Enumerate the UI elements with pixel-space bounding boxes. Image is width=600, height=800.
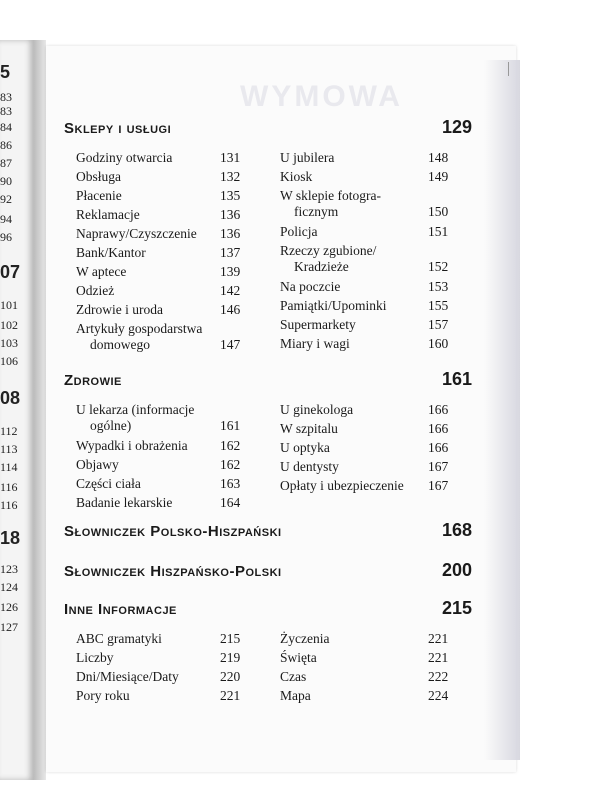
- toc-entry-label: Bank/Kantor: [76, 245, 146, 260]
- toc-entry-page: 132: [220, 169, 241, 184]
- toc-entry-page: 221: [428, 631, 449, 646]
- toc-entry-label: Liczby: [76, 650, 114, 665]
- toc-entry: [76, 245, 241, 261]
- section-heading: [64, 598, 484, 619]
- facing-page-number: 116: [0, 480, 18, 494]
- toc-entry-page: 164: [220, 495, 241, 510]
- toc-entry-page: 136: [220, 207, 241, 222]
- section-heading: [64, 369, 484, 390]
- toc-entry: [76, 650, 241, 666]
- page-mark: [508, 62, 509, 76]
- facing-page-number: 5: [0, 62, 11, 82]
- toc-entry: [280, 459, 449, 475]
- facing-page-number: 08: [0, 388, 21, 408]
- toc-entry-label: Opłaty i ubezpieczenie: [280, 478, 404, 493]
- facing-page-number: 92: [0, 192, 12, 206]
- toc-entry-page: 166: [428, 402, 449, 417]
- toc-entry-page: 224: [428, 688, 449, 703]
- toc-entry-page: 221: [220, 688, 241, 703]
- facing-page-number: 96: [0, 230, 12, 244]
- toc-entry-label: Życzenia: [280, 631, 330, 646]
- toc-entry-label: Objawy: [76, 457, 119, 472]
- facing-page-number: 94: [0, 212, 12, 226]
- toc-entry-page: 150: [428, 204, 449, 219]
- toc-entry-page: 157: [428, 317, 449, 332]
- toc-entry-page: 136: [220, 226, 241, 241]
- toc-entry-page: 221: [428, 650, 449, 665]
- toc-entry-label: Miary i wagi: [280, 336, 350, 351]
- toc-entry: [280, 631, 449, 647]
- toc-entry-label: U ginekologa: [280, 402, 354, 417]
- toc-entry-label: Rzeczy zgubione/: [280, 243, 377, 258]
- toc-entry: [280, 440, 449, 456]
- toc-entry: [76, 169, 241, 185]
- facing-page-number: 18: [0, 528, 21, 548]
- toc-entry-page: 149: [428, 169, 449, 184]
- toc-entry: [280, 298, 449, 314]
- toc-entry-page: 219: [220, 650, 241, 665]
- toc-entry-page: 135: [220, 188, 241, 203]
- toc-entry-label: Święta: [280, 650, 317, 665]
- toc-entry: [280, 224, 449, 240]
- facing-page-number: 07: [0, 262, 21, 282]
- section-title: Słowniczek Hiszpańsko-Polski: [64, 563, 282, 580]
- toc-entry-page: 167: [428, 459, 449, 474]
- toc-entry: [280, 650, 449, 666]
- facing-page-number: 114: [0, 460, 18, 474]
- facing-page-number: 83: [0, 104, 12, 118]
- toc-entry-page: 166: [428, 440, 449, 455]
- toc-entry-label-continued: ficznym: [294, 204, 339, 219]
- toc-entry: [76, 495, 241, 511]
- toc-entry: [280, 279, 449, 295]
- toc-entry-label-continued: Kradzieże: [294, 259, 349, 274]
- toc-entry-label: Zdrowie i uroda: [76, 302, 163, 317]
- toc-entry: [280, 317, 449, 333]
- facing-page-number: 124: [0, 580, 18, 594]
- toc-entry-page: 220: [220, 669, 241, 684]
- section-title: Inne Informacje: [64, 601, 177, 618]
- toc-entry-label: Dni/Miesiące/Daty: [76, 669, 179, 684]
- section-page-number: 168: [441, 520, 472, 540]
- toc-entry-label: Godziny otwarcia: [76, 150, 173, 165]
- toc-entry-page: 166: [428, 421, 449, 436]
- section-page-number: 129: [441, 117, 472, 137]
- section-heading: [64, 520, 484, 541]
- toc-entry-page: 139: [220, 264, 241, 279]
- toc-entry: [280, 336, 449, 352]
- toc-entry-label: Na poczcie: [280, 279, 341, 294]
- facing-page-number: 113: [0, 442, 18, 456]
- toc-entry-page: 131: [220, 150, 241, 165]
- section-title: Sklepy i usługi: [64, 120, 172, 137]
- toc-entry-label: Policja: [280, 224, 318, 239]
- toc-entry: [280, 688, 449, 704]
- toc-entry-page: 153: [428, 279, 449, 294]
- toc-entry: [280, 421, 449, 437]
- toc-entry: [280, 669, 449, 685]
- toc-entry: [280, 169, 449, 185]
- toc-entry-page: 151: [428, 224, 449, 239]
- toc-entry-page: 147: [220, 337, 241, 352]
- toc-entry: [280, 150, 449, 166]
- section-title: Zdrowie: [64, 372, 122, 389]
- toc-entry-page: 146: [220, 302, 241, 317]
- section-heading: [64, 560, 484, 581]
- toc-entry-label: Badanie lekarskie: [76, 495, 173, 510]
- toc-entry-page: 160: [428, 336, 449, 351]
- toc-entry-page: 137: [220, 245, 241, 260]
- toc-entry-label: Obsługa: [76, 169, 121, 184]
- toc-entry: [76, 283, 241, 299]
- toc-entry: [76, 302, 241, 318]
- toc-entry: [76, 321, 241, 353]
- toc-entry-label: Wypadki i obrażenia: [76, 438, 188, 453]
- left-page-edge: [0, 40, 34, 780]
- show-through-text: WYMOWA: [240, 80, 403, 113]
- toc-entry: [76, 188, 241, 204]
- toc-entry: [280, 188, 449, 220]
- toc-entry-page: 163: [220, 476, 241, 491]
- facing-page-number: 86: [0, 138, 12, 152]
- toc-entry-label: Odzież: [76, 283, 115, 298]
- toc-entry: [76, 457, 241, 473]
- toc-entry-label: Pory roku: [76, 688, 130, 703]
- toc-entry: [76, 669, 241, 685]
- toc-entry-label: Płacenie: [76, 188, 122, 203]
- facing-page-number: 101: [0, 298, 18, 312]
- facing-page-number: 90: [0, 174, 12, 188]
- toc-entry-label: W sklepie fotogra-: [280, 188, 381, 203]
- toc-entry-page: 222: [428, 669, 449, 684]
- section-title: Słowniczek Polsko-Hiszpański: [64, 523, 282, 540]
- toc-entry: [76, 264, 241, 280]
- toc-entry: [76, 438, 241, 454]
- facing-page-number: 84: [0, 120, 12, 134]
- facing-page-number: 87: [0, 156, 12, 170]
- toc-entry-page: 152: [428, 259, 449, 274]
- facing-page-number: 123: [0, 562, 18, 576]
- book-spine: [34, 40, 46, 780]
- facing-page-number: 83: [0, 90, 12, 104]
- toc-entry-label: Kiosk: [280, 169, 313, 184]
- toc-entry-label: Supermarkety: [280, 317, 356, 332]
- toc-entry-page: 162: [220, 457, 241, 472]
- toc-entry-label: U lekarza (informacje: [76, 402, 195, 417]
- toc-entry-label: Naprawy/Czyszczenie: [76, 226, 197, 241]
- toc-entry-label: U jubilera: [280, 150, 335, 165]
- toc-entry-label: Części ciała: [76, 476, 141, 491]
- toc-entry: [76, 631, 241, 647]
- toc-entry: [280, 243, 449, 275]
- facing-page-number: 112: [0, 424, 18, 438]
- toc-entry: [280, 478, 449, 494]
- toc-entry-page: 148: [428, 150, 449, 165]
- toc-entry-label: U optyka: [280, 440, 330, 455]
- toc-entry-page: 167: [428, 478, 449, 493]
- page-edge-shadow: [484, 60, 520, 760]
- toc-entry: [76, 150, 241, 166]
- toc-entry-label: W aptece: [76, 264, 127, 279]
- toc-entry-label: Artykuły gospodarstwa: [76, 321, 203, 336]
- section-heading: [64, 117, 484, 138]
- toc-entry-label: Czas: [280, 669, 307, 684]
- toc-entry: [76, 688, 241, 704]
- toc-entry: [76, 476, 241, 492]
- facing-page-number: 116: [0, 498, 18, 512]
- toc-entry-label-continued: ogólne): [90, 418, 132, 433]
- facing-page-number: 106: [0, 354, 18, 368]
- section-page-number: 215: [441, 598, 472, 618]
- toc-entry: [280, 402, 449, 418]
- toc-entry-page: 161: [220, 418, 241, 433]
- toc-entry-label: Pamiątki/Upominki: [280, 298, 387, 313]
- toc-entry-label: W szpitalu: [280, 421, 338, 436]
- facing-page-number: 126: [0, 600, 18, 614]
- toc-entry-label-continued: domowego: [90, 337, 150, 352]
- toc-entry-label: U dentysty: [280, 459, 339, 474]
- toc-entry: [76, 226, 241, 242]
- facing-page-number: 103: [0, 336, 18, 350]
- toc-entry-page: 215: [220, 631, 241, 646]
- toc-entry: [76, 207, 241, 223]
- toc-entry-page: 142: [220, 283, 241, 298]
- toc-entry-page: 162: [220, 438, 241, 453]
- facing-page-number: 127: [0, 620, 18, 634]
- toc-entry: [76, 402, 241, 434]
- section-page-number: 200: [441, 560, 472, 580]
- toc-entry-label: Reklamacje: [76, 207, 140, 222]
- toc-entry-label: Mapa: [280, 688, 311, 703]
- toc-entry-label: ABC gramatyki: [76, 631, 162, 646]
- facing-page-number: 102: [0, 318, 18, 332]
- section-page-number: 161: [441, 369, 472, 389]
- toc-entry-page: 155: [428, 298, 449, 313]
